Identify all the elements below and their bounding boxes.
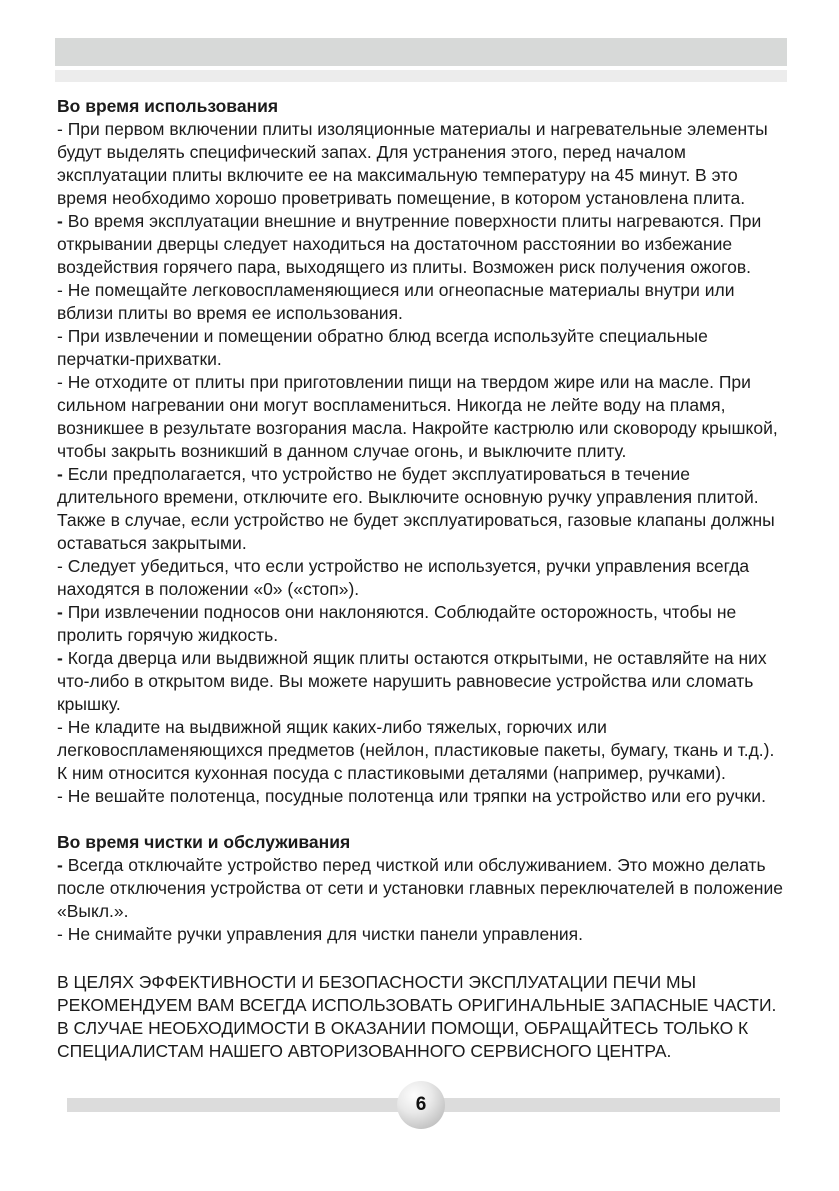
bullet-dash: - — [57, 556, 63, 576]
list-item — [57, 647, 787, 716]
section-heading-usage: Во время использования — [57, 96, 279, 116]
list-item — [57, 463, 787, 555]
list-item-text: При извлечении подносов они наклоняются. Соблюдайте осторожность, чтобы не пролить горячую жидкость. — [57, 602, 737, 645]
list-item-text: Не кладите на выдвижной ящик каких-либо тяжелых, горючих или легковоспламеняющихся предметов (нейлон, пластиковые пакеты, бумагу, ткань и т.д.). К ним относится кухонная посуда с пластиковыми деталями (например, ручками). — [57, 717, 775, 783]
header-bar-dark — [55, 38, 787, 66]
list-item-text: Не вешайте полотенца, посудные полотенца или тряпки на устройство или его ручки. — [67, 786, 766, 806]
list-item — [57, 371, 787, 463]
list-item-text: Не помещайте легковоспламеняющиеся или огнеопасные материалы внутри или вблизи плиты во время ее использования. — [57, 280, 735, 323]
bullet-dash: - — [57, 717, 63, 737]
bullet-dash: - — [57, 855, 63, 875]
list-item-text: При извлечении и помещении обратно блюд всегда используйте специальные перчатки-прихватки. — [57, 326, 708, 369]
list-item-text: При первом включении плиты изоляционные материалы и нагревательные элементы будут выделять специфический запах. Для устранения этого, перед началом эксплуатации плиты включите ее на максимальную температуру на 45 минут. В это время необходимо хорошо проветривать помещение, в котором установлена плита. — [57, 119, 768, 208]
header-bar-light — [55, 70, 787, 82]
list-item — [57, 601, 787, 647]
bullet-dash: - — [57, 786, 63, 806]
bullet-dash: - — [57, 372, 63, 392]
list-item — [57, 210, 787, 279]
list-item — [57, 785, 787, 808]
section-heading-cleaning: Во время чистки и обслуживания — [57, 832, 351, 852]
bullet-dash: - — [57, 119, 63, 139]
list-item — [57, 854, 787, 923]
list-item-text: Когда дверца или выдвижной ящик плиты остаются открытыми, не оставляйте на них что-либо в открытом виде. Вы можете нарушить равновесие устройства или сломать крышку. — [57, 648, 767, 714]
list-item — [57, 923, 787, 946]
list-item-text: Следует убедиться, что если устройство не используется, ручки управления всегда находятся в положении «0» («стоп»). — [57, 556, 750, 599]
bullet-dash: - — [57, 648, 63, 668]
list-item-text: Всегда отключайте устройство перед чисткой или обслуживанием. Это можно делать после отключения устройства от сети и установки главных переключателей в положение «Выкл.». — [57, 855, 783, 921]
list-item-text: Если предполагается, что устройство не будет эксплуатироваться в течение длительного времени, отключите его. Выключите основную ручку управления плитой. Также в случае, если устройство не будет эксплуатироваться, газовые клапаны должны оставаться закрытыми. — [57, 464, 775, 553]
bullet-dash: - — [57, 602, 63, 622]
list-item — [57, 555, 787, 601]
bullet-dash: - — [57, 924, 63, 944]
list-item — [57, 118, 787, 210]
bullet-dash: - — [57, 280, 63, 300]
list-item-text: Во время эксплуатации внешние и внутренние поверхности плиты нагреваются. При открывании дверцы следует находиться на достаточном расстоянии во избежание воздействия горячего пара, выходящего из плиты. Возможен риск получения ожогов. — [57, 211, 762, 277]
bullet-dash: - — [57, 211, 63, 231]
bullet-dash: - — [57, 464, 63, 484]
list-item — [57, 325, 787, 371]
list-item-text: Не отходите от плиты при приготовлении пищи на твердом жире или на масле. При сильном нагревании они могут воспламениться. Никогда не лейте воду на пламя, возникшее в результате возгорания масла. Накройте кастрюлю или сковороду крышкой, чтобы закрыть возникший в данном случае огонь, и выключите плиту. — [57, 372, 778, 461]
page-content — [57, 95, 787, 1063]
list-item — [57, 716, 787, 785]
service-notice: В ЦЕЛЯХ ЭФФЕКТИВНОСТИ И БЕЗОПАСНОСТИ ЭКСПЛУАТАЦИИ ПЕЧИ МЫ РЕКОМЕНДУЕМ ВАМ ВСЕГДА ИСПОЛЬЗОВАТЬ ОРИГИНАЛЬНЫЕ ЗАПАСНЫЕ ЧАСТИ. В СЛУЧАЕ НЕОБХОДИМОСТИ В ОКАЗАНИИ ПОМОЩИ, ОБРАЩАЙТЕСЬ ТОЛЬКО К СПЕЦИАЛИСТАМ НАШЕГО АВТОРИЗОВАННОГО СЕРВИСНОГО ЦЕНТРА. — [57, 972, 777, 1061]
list-item — [57, 279, 787, 325]
bullet-dash: - — [57, 326, 63, 346]
page-number: 6 — [415, 1094, 427, 1115]
page-number-badge — [397, 1081, 445, 1129]
list-item-text: Не снимайте ручки управления для чистки панели управления. — [67, 924, 583, 944]
header-decoration — [55, 38, 787, 82]
